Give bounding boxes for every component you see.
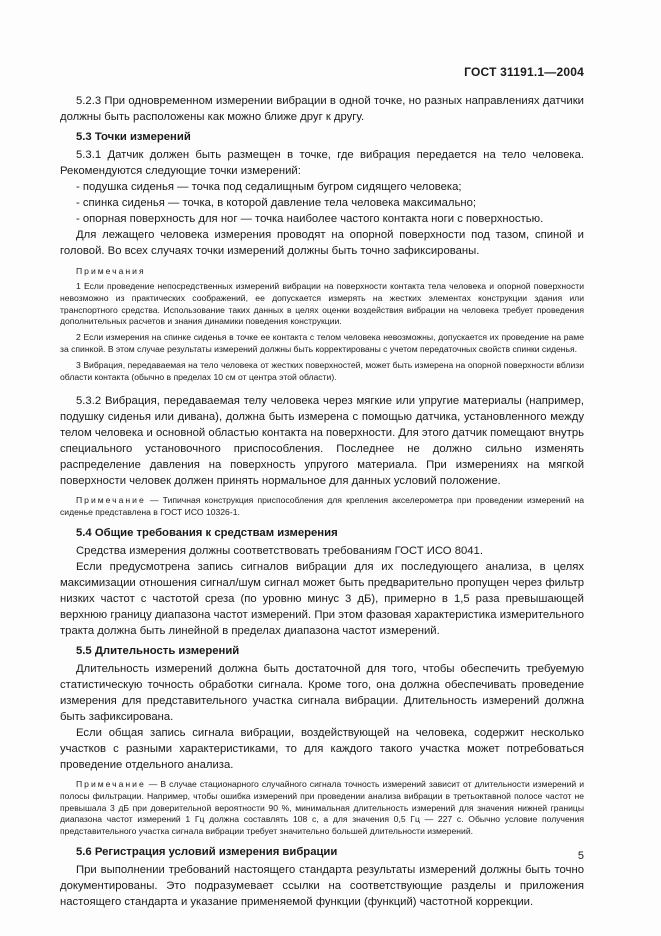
note-label: Примечание	[76, 778, 146, 789]
note-5-5	[60, 779, 584, 838]
paragraph-5-5-a: Длительность измерений должна быть достаточной для того, чтобы обеспечить требуемую статистическую точность обработки сигнала. Кроме того, она должна обеспечивать проведение измерения для представительного участка сигнала вибрации. Длительность измерений должна быть зафиксирована.	[60, 662, 584, 723]
section-heading-5-5: 5.5 Длительность измерений	[76, 644, 240, 657]
standard-header: ГОСТ 31191.1—2004	[464, 65, 584, 79]
section-heading-5-3: 5.3 Точки измерений	[76, 131, 191, 143]
paragraph-5-5-b: Если общая запись сигнала вибрации, воздействующей на человека, содержит несколько участков с разными характеристиками, то для каждого такого участка может потребоваться проведение отдельного анализа.	[60, 726, 584, 771]
note-5-3-2	[60, 495, 584, 519]
paragraph-lying-person: Для лежащего человека измерения проводят на опорной поверхности под тазом, спиной и головой. Во всех случаях точки измерений должны быть точно зафиксированы.	[60, 229, 584, 257]
note-text: — В случае стационарного случайного сигнала точность измерений зависит от длительности измерений и полосы фильтрации. Например, чтобы ошибка измерений при проведении анализа вибрации в третьоктавной полосе частот не превышала 3 дБ при доверительной вероятности 90 %, минимальная длительность измерений для значения нижней границы диапазона частот измерений 1 Гц должна составлять 108 с, а для значения 0,5 Гц — 227 с. Обычно условие получения представительного участка сигнала вибрации требует значительно большей длительности измерений.	[60, 778, 584, 837]
bullet-item: - подушка сиденья — точка под седалищным бугром сидящего человека;	[76, 181, 462, 193]
paragraph-5-4-b: Если предусмотрена запись сигналов вибрации для их последующего анализа, в целях максимизации отношения сигнал/шум сигнал может быть предварительно пропущен через фильтр низких частот с частотой среза (по уровню минус 3 дБ), примерно в 1,5 раза превышающей верхнюю границу диапазона частот измерений. При этом фазовая характеристика измерительного тракта должна быть линейной в пределах диапазона частот измерений.	[60, 560, 584, 637]
note-item: 1 Если проведение непосредственных измерений вибрации на поверхности контакта тела человека и опорной поверхности невозможно из практических соображений, ее допускается измерять на жестких элементах конструкции здания или транспортного средства. Использование таких данных в целях оценки воздействия вибрации на человека требует проведения дополнительных расчетов и знания динамики поведения конструкции.	[60, 281, 584, 327]
note-label: Примечание	[76, 495, 146, 506]
bullet-item: - спинка сиденья — точка, в которой давление тела человека максимально;	[76, 197, 477, 209]
section-heading-5-4: 5.4 Общие требования к средствам измерения	[76, 526, 338, 539]
note-text: — Типичная конструкция приспособления для крепления акселерометра при проведении измерений на сиденье представлена в ГОСТ ИСО 10326-1.	[60, 495, 584, 518]
section-heading-5-6: 5.6 Регистрация условий измерения вибрации	[76, 845, 338, 858]
notes-title: Примечания	[76, 266, 146, 276]
document-body	[60, 93, 584, 910]
bullet-item: - опорная поверхность для ног — точка наиболее частого контакта ноги с поверхностью.	[76, 213, 544, 225]
paragraph-5-4-a: Средства измерения должны соответствовать требованиям ГОСТ ИСО 8041.	[76, 544, 483, 557]
clause-5-3-2: 5.3.2 Вибрация, передаваемая телу человека через мягкие или упругие материалы (например, подушку сиденья или дивана), должна быть измерена с помощью датчика, установленного между телом человека и основной областью контакта на поверхности. Для этого датчик помещают внутрь специального установочного приспособления. Последнее не должно сильно изменять распределение давления на поверхность упругого материала. При измерениях на мягкой поверхности человек должен принять нормальное для данных условий положение.	[60, 395, 584, 488]
page-number: 5	[577, 850, 584, 862]
clause-5-2-3: 5.2.3 При одновременном измерении вибрации в одной точке, но разных направлениях датчики должны быть расположены как можно ближе друг к другу.	[60, 95, 584, 123]
paragraph-5-6: При выполнении требований настоящего стандарта результаты измерений должны быть точно документированы. Это подразумевает ссылки на соответствующие разделы и приложения настоящего стандарта и указание применяемой функции (функций) частотной коррекции.	[60, 863, 584, 908]
note-item: 2 Если измерения на спинке сиденья в точке ее контакта с телом человека невозможны, допускается их проведение на раме за спинкой. В этом случае результаты измерений должны быть корректированы с учетом передаточных свойств спинки сиденья.	[60, 332, 584, 354]
clause-5-3-1: 5.3.1 Датчик должен быть размещен в точке, где вибрация передается на тело человека. Рекомендуются следующие точки измерений:	[60, 149, 584, 177]
note-item: 3 Вибрация, передаваемая на тело человека от жестких поверхностей, может быть измерена на опорной поверхности вблизи области контакта (обычно в пределах 10 см от центра этой области).	[60, 359, 584, 382]
